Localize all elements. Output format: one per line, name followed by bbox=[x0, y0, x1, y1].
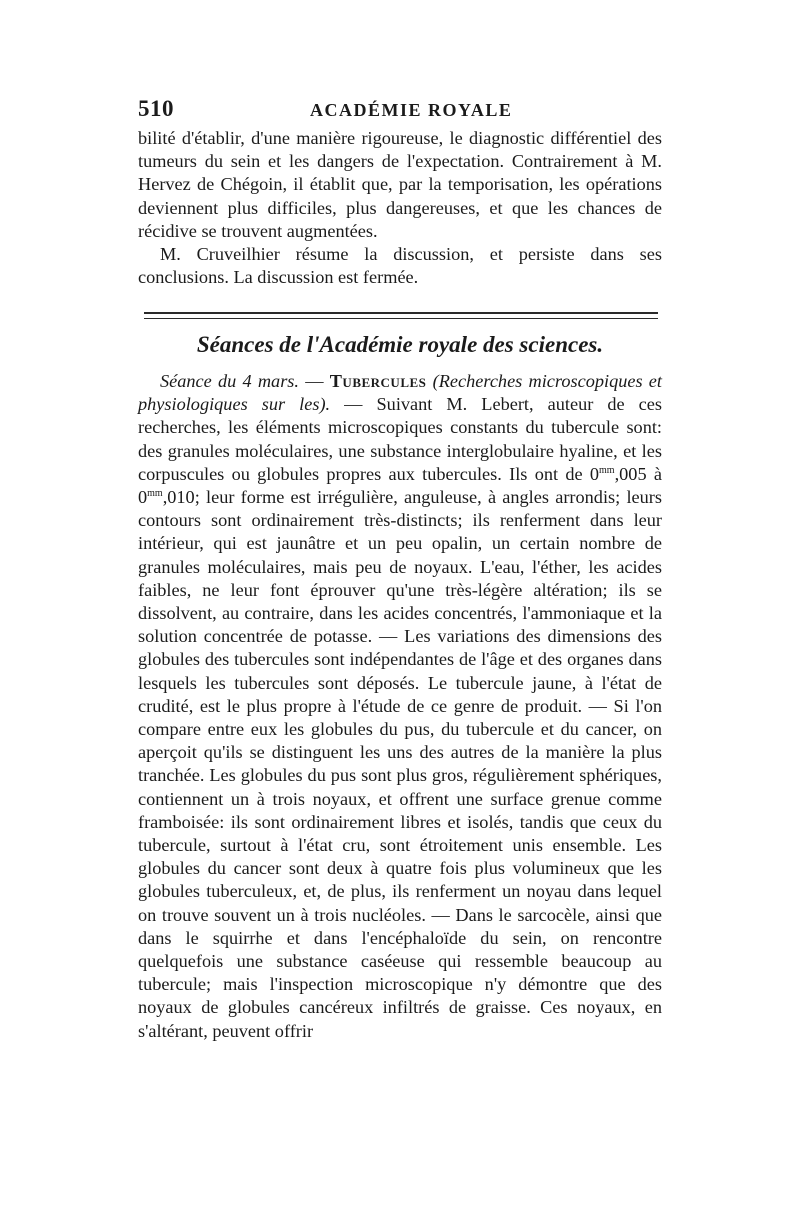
paragraph-continued: bilité d'établir, d'une manière rigoureuse, le diagnostic différentiel des tumeurs du sein et les dangers de l'expectation. Contrairement à M. Hervez de Chégoin, il établit que, par la temporisation, les opérations deviennent plus difficiles, plus dangereuses, et que les chances de récidive se trouvent augmentées. bbox=[138, 128, 662, 241]
seance-paragraph bbox=[138, 370, 662, 1043]
section-rule-top bbox=[144, 312, 658, 314]
seance-subtitle: (Recherches microscopiques et physiologiques sur les). bbox=[138, 371, 663, 415]
seance-text bbox=[138, 370, 662, 1043]
seance-dash: — bbox=[299, 371, 330, 391]
page-header bbox=[138, 96, 658, 124]
section-title: Séances de l'Académie royale des sciences. bbox=[196, 332, 604, 357]
seance-body-1: — Suivant M. Lebert, auteur de ces recherches, les éléments microscopiques constants du tubercule sont: des granules moléculaires, une substance interglobulaire hyaline, et les corpuscules ou globules propres aux tubercules. Ils ont de 0 bbox=[138, 394, 662, 484]
seance-body-3: ,010; leur forme est irrégulière, anguleuse, à angles arrondis; leurs contours sont ordinairement très-distincts; ils renferment dans leur intérieur, qui est jaunâtre et un peu opalin, un certain nombre de granules moléculaires, mais peu de noyaux. L'eau, l'éther, les acides faibles, ne leur font éprouver qu'une très-légère altération; ils se dissolvent, au contraire, dans les acides concentrés, l'ammoniaque et la solution concentrée de potasse. — Les variations des dimensions des globules des tubercules sont indépendantes de l'âge et des organes dans lesquels les tubercules sont déposés. Le tubercule jaune, à l'état de crudité, est le plus propre à l'étude de ce genre de produit. — Si l'on compare entre eux les globules du pus, du tubercule et du cancer, on aperçoit qu'ils se distinguent les uns des autres de la manière la plus tranchée. Les globules du pus sont plus gros, régulièrement sphériques, contiennent un à trois noyaux, et offrent une surface grenue comme framboisée: ils sont ordinairement libres et isolés, tandis que ceux du tubercule, surtout à l'état cru, sont étroitement unis ensemble. Les globules du cancer sont deux à quatre fois plus volumineux que les globules tuberculeux, et, de plus, ils renferment un noyau dans lequel on trouve souvent un à trois nucléoles. — Dans le sarcocèle, ainsi que dans le squirrhe et dans l'encéphaloïde du sein, on rencontre quelquefois une substance caséeuse qui ressemble beaucoup au tubercule; mais l'inspection microscopique n'y démontre que des noyaux de globules cancéreux infiltrés de graisse. Ces noyaux, en s'altérant, peuvent offrir bbox=[138, 487, 662, 1041]
continuation-text bbox=[138, 127, 662, 289]
page-number: 510 bbox=[138, 96, 174, 121]
unit-mm-1: mm bbox=[599, 464, 615, 476]
running-head: ACADÉMIE ROYALE bbox=[310, 100, 513, 120]
section-rule-bottom bbox=[144, 318, 658, 319]
unit-mm-2: mm bbox=[147, 487, 163, 499]
seance-body-2: ,005 à 0 bbox=[138, 463, 662, 508]
seance-topic: Tubercules bbox=[329, 371, 427, 391]
seance-date: Séance du 4 mars. bbox=[160, 371, 299, 391]
paragraph-cruveilhier: M. Cruveilhier résume la discussion, et persiste dans ses conclusions. La discussion est fermée. bbox=[138, 244, 662, 288]
